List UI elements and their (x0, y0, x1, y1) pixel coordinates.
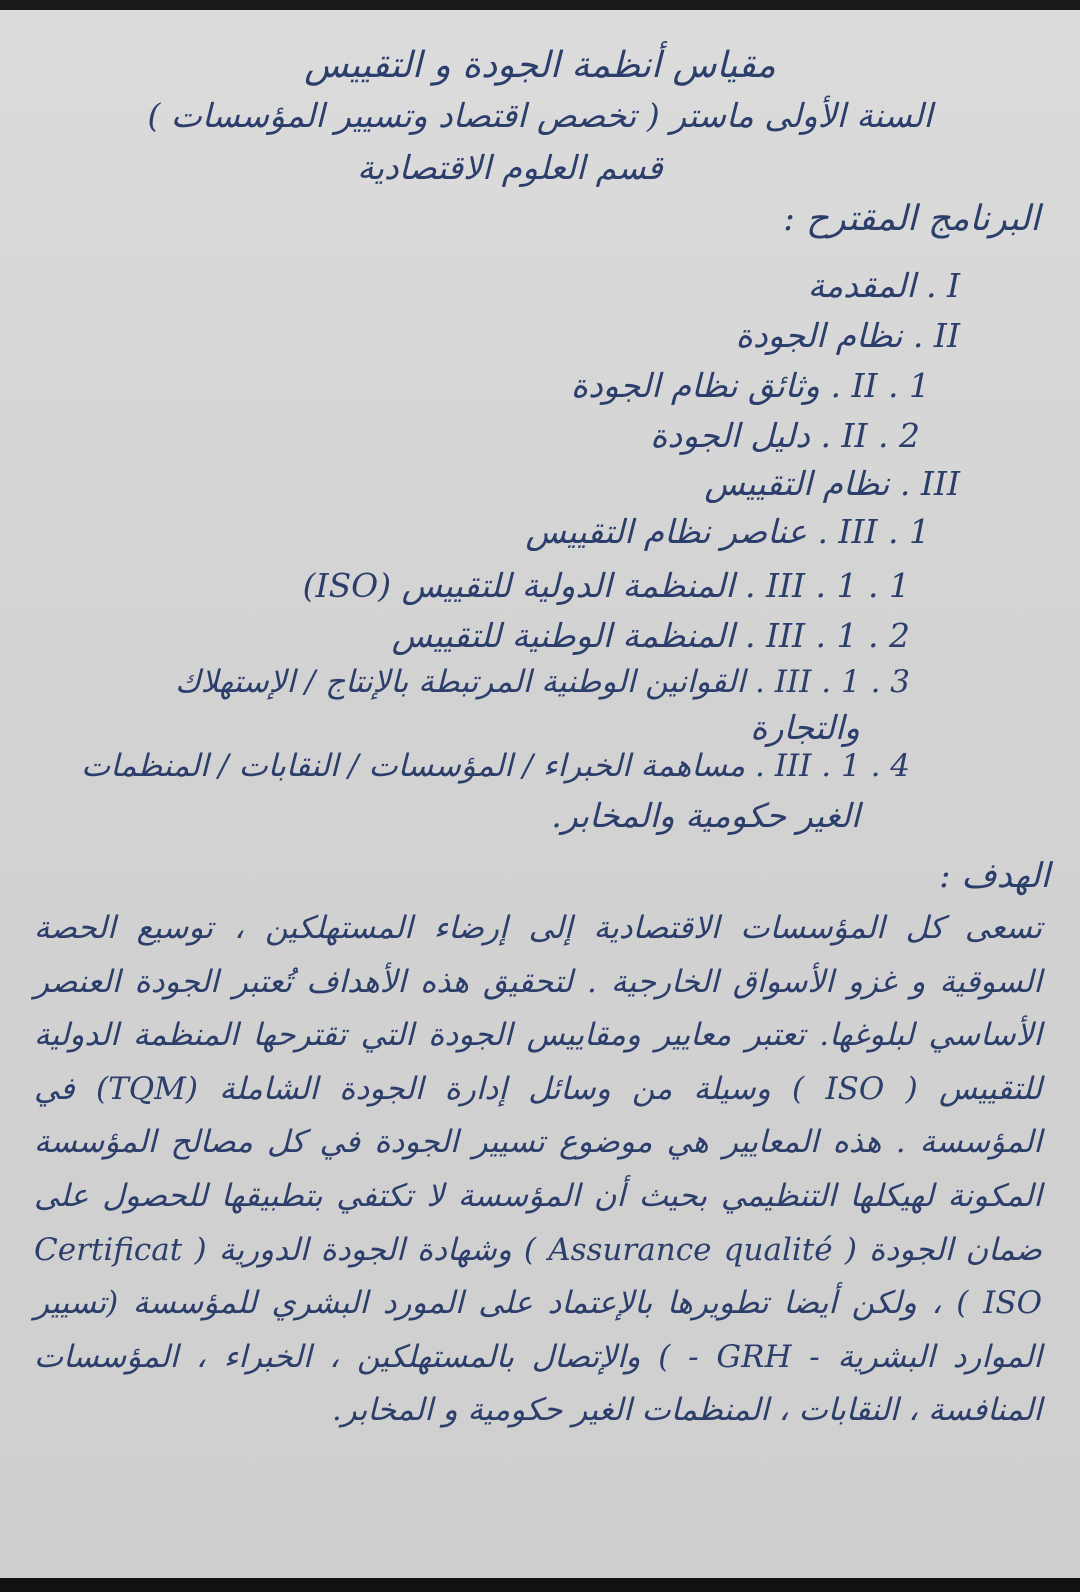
program-item: III . نظام التقييس (704, 464, 960, 503)
program-item: I . المقدمة (807, 266, 960, 305)
program-item: II . 2 . دليل الجودة (650, 416, 920, 455)
program-item: II . 1 . وثائق نظام الجودة (570, 366, 930, 405)
program-item: والتجارة (750, 708, 860, 747)
program-item: III . 1 . عناصر نظام التقييس (525, 512, 930, 551)
program-heading: البرنامج المقترح : (783, 199, 1040, 239)
program-item: III . 1 . 4 . مساهمة الخبراء / المؤسسات / النقابات / المنظمات (81, 748, 910, 784)
program-item: III . 1 . 1 . المنظمة الدولية للتقييس (ISO) (302, 566, 910, 605)
level-line: السنة الأولى ماستر ( تخصص اقتصاد وتسيير المؤسسات ) (147, 96, 933, 135)
department-line: قسم العلوم الاقتصادية (357, 148, 663, 187)
program-item: III . 1 . 3 . القوانين الوطنية المرتبطة بالإنتاج / الإستهلاك (175, 664, 910, 700)
screen-bottom-edge (0, 1578, 1080, 1592)
course-title: مقياس أنظمة الجودة و التقييس (304, 45, 776, 86)
handwritten-page (0, 10, 1080, 1578)
program-item: الغير حكومية والمخابر. (551, 796, 860, 835)
program-item: II . نظام الجودة (735, 316, 960, 355)
goal-heading: الهدف : (939, 856, 1050, 896)
goal-paragraph: تسعى كل المؤسسات الاقتصادية إلى إرضاء المستهلكين ، توسيع الحصة السوقية و غزو الأسواق الخارجية . لتحقيق هذه الأهداف تُعتبر الجودة العنصر الأساسي لبلوغها. تعتبر معايير ومقاييس الجودة التي تقترحها المنظمة الدولية للتقييس ( ISO ) وسيلة من وسائل إدارة الجودة الشاملة (TQM) في المؤسسة . هذه المعايير هي موضوع تسيير الجودة في كل مصالح المؤسسة المكونة لهيكلها التنظيمي بحيث أن المؤسسة لا تكتفي بتطبيقها للحصول على ضمان الجودة ( Assurance qualité ) وشهادة الجودة الدورية ( Certificat ISO ) ، ولكن أيضا تطويرها بالإعتماد على المورد البشري للمؤسسة (تسيير الموارد البشرية - GRH - ) والإتصال بالمستهلكين ، الخبراء ، المؤسسات المنافسة ، النقابات ، المنظمات الغير حكومية و المخابر. (34, 910, 1043, 1429)
program-item: III . 1 . 2 . المنظمة الوطنية للتقييس (391, 616, 910, 655)
